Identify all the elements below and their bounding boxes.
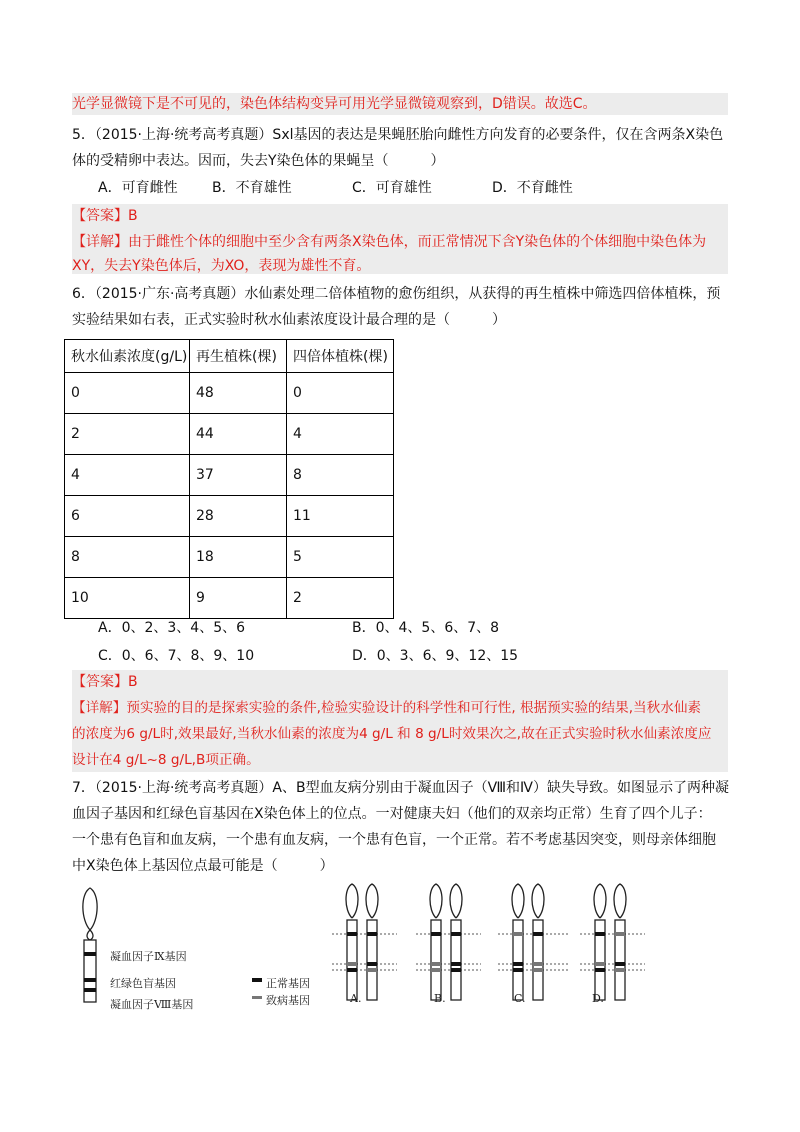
gene-label-factor-viii: 凝血因子Ⅷ基因 [110, 998, 194, 1011]
q6-answer: 【答案】B [72, 674, 138, 690]
table-row [65, 496, 394, 537]
gene-label-color-blind: 红绿色盲基因 [110, 977, 176, 990]
disease-gene-swatch [252, 996, 262, 999]
q5-option-a: A．可育雌性 [98, 180, 178, 196]
option-d-label: D. [592, 992, 604, 1005]
table-cell: 11 [287, 496, 394, 537]
q6-stem-line2: 实验结果如右表，正式实验时秋水仙素浓度设计最合理的是（ ） [72, 312, 506, 328]
data-table [64, 339, 394, 619]
q5-detail-line2: XY，失去Y染色体后，为XO，表现为雄性不育。 [72, 258, 371, 274]
table-header-row [65, 340, 394, 373]
q6-option-b: B．0、4、5、6、7、8 [352, 620, 500, 636]
q5-stem-line2: 体的受精卵中表达。因而，失去Y染色体的果蝇呈（ ） [72, 153, 445, 169]
gene-label-factor-ix: 凝血因子Ⅸ基因 [110, 950, 187, 963]
table-cell: 28 [190, 496, 287, 537]
q7-stem-line2: 血因子基因和红绿色盲基因在X染色体上的位点。一对健康夫妇（他们的双亲均正常）生育了四个儿子： [72, 806, 712, 822]
option-b-label: B. [434, 992, 446, 1005]
q4-explanation-tail: 光学显微镜下是不可见的，染色体结构变异可用光学显微镜观察到，D错误。故选C。 [72, 96, 597, 112]
table-row [65, 373, 394, 414]
option-a-diagram [332, 884, 397, 1000]
table-header-cell: 再生植株(棵) [190, 340, 287, 373]
option-b-diagram [416, 884, 481, 1000]
q5-option-c: C．可育雄性 [352, 180, 432, 196]
q6-option-d: D．0、3、6、9、12、15 [352, 648, 519, 664]
table-cell: 9 [190, 578, 287, 619]
q5-stem-line1: 5．（2015·上海·统考高考真题）Sxl基因的表达是果蝇胚胎向雌性方向发育的必要条件，仅在含两条X染色 [72, 127, 724, 143]
table-row [65, 578, 394, 619]
q6-detail-line1: 【详解】预实验的目的是探索实验的条件,检验实验设计的科学性和可行性, 根据预实验的结果,当秋水仙素 [72, 700, 701, 716]
option-c-label: C. [514, 992, 526, 1005]
table-header-cell: 四倍体植株(棵) [287, 340, 394, 373]
q6-stem-line1: 6．（2015·广东·高考真题）水仙素处理二倍体植物的愈伤组织，从获得的再生植株中筛选四倍体植株，预 [72, 286, 721, 302]
table-row [65, 537, 394, 578]
legend-normal-gene: 正常基因 [266, 977, 310, 990]
table-cell: 10 [65, 578, 190, 619]
table-cell: 18 [190, 537, 287, 578]
table-row [65, 455, 394, 496]
reference-chromosome [83, 888, 97, 1002]
table-row [65, 414, 394, 455]
table-cell: 48 [190, 373, 287, 414]
option-c-diagram [498, 884, 568, 1000]
q5-option-b: B．不育雄性 [212, 180, 292, 196]
q5-option-d: D．不育雌性 [492, 180, 573, 196]
q7-stem-line4: 中X染色体上基因位点最可能是（ ） [72, 858, 334, 874]
q6-option-a: A．0、2、3、4、5、6 [98, 620, 246, 636]
table-cell: 0 [65, 373, 190, 414]
option-d-diagram [580, 884, 645, 1000]
table-header-cell: 秋水仙素浓度(g/L) [65, 340, 190, 373]
table-cell: 2 [287, 578, 394, 619]
table-cell: 37 [190, 455, 287, 496]
q6-option-c: C．0、6、7、8、9、10 [98, 648, 255, 664]
normal-gene-swatch [252, 978, 262, 982]
table-cell: 44 [190, 414, 287, 455]
q6-detail-line3: 设计在4 g/L~8 g/L,B项正确。 [72, 752, 260, 768]
q5-answer: 【答案】B [72, 208, 138, 224]
table-cell: 2 [65, 414, 190, 455]
legend-disease-gene: 致病基因 [266, 994, 310, 1007]
table-cell: 6 [65, 496, 190, 537]
table-cell: 4 [65, 455, 190, 496]
q6-detail-line2: 的浓度为6 g/L时,效果最好,当秋水仙素的浓度为4 g/L 和 8 g/L时效果次之,故在正式实验时秋水仙素浓度应 [72, 726, 712, 742]
table-cell: 0 [287, 373, 394, 414]
table-cell: 8 [65, 537, 190, 578]
table-cell: 8 [287, 455, 394, 496]
q7-stem-line1: 7．（2015·上海·统考高考真题）A、B型血友病分别由于凝血因子（Ⅷ和Ⅳ）缺失导致。如图显示了两种凝 [72, 780, 729, 796]
option-a-label: A. [350, 992, 362, 1005]
q5-detail-line1: 【详解】由于雌性个体的细胞中至少含有两条X染色体，而正常情况下含Y染色体的个体细胞中染色体为 [72, 234, 707, 250]
q7-stem-line3: 一个患有色盲和血友病，一个患有血友病，一个患有色盲，一个正常。若不考虑基因突变，则母亲体细胞 [72, 832, 716, 848]
table-cell: 4 [287, 414, 394, 455]
table-cell: 5 [287, 537, 394, 578]
